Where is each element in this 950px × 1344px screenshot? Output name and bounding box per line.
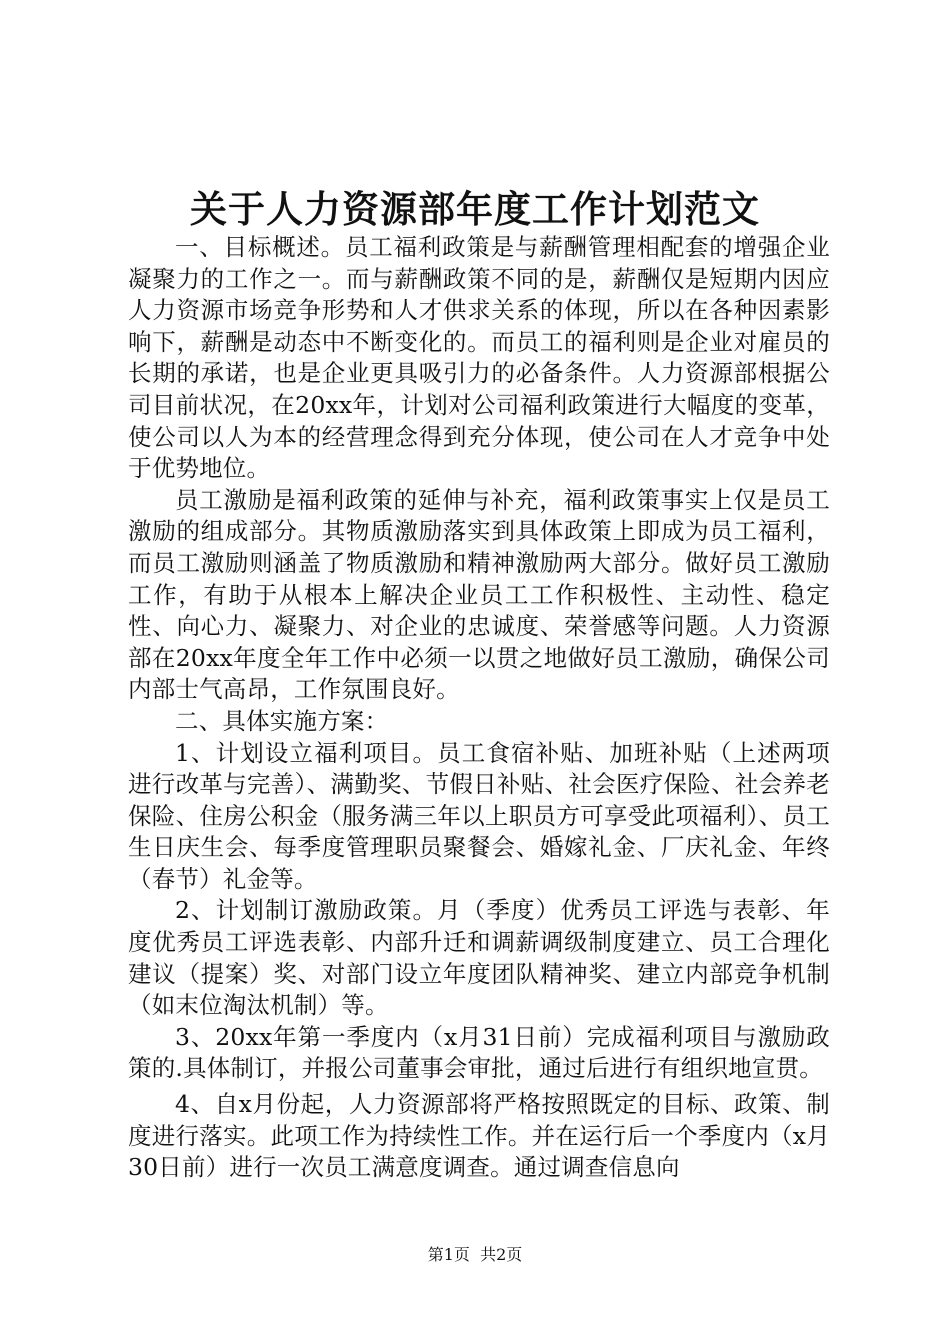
page-footer bbox=[0, 1244, 950, 1266]
paragraph-employee-incentive: 员工激励是福利政策的延伸与补充，福利政策事实上仅是员工激励的组成部分。其物质激励落实到具体政策上即成为员工福利，而员工激励则涵盖了物质激励和精神激励两大部分。做好员工激励工作，有助于从根本上解决企业员工工作积极性、主动性、稳定性、向心力、凝聚力、对企业的忠诚度、荣誉感等问题。人力资源部在20xx年度全年工作中必须一以贯之地做好员工激励，确保公司内部士气高昂，工作氛围良好。 bbox=[128, 485, 830, 704]
paragraph-goal-overview: 一、目标概述。员工福利政策是与薪酬管理相配套的增强企业凝聚力的工作之一。而与薪酬政策不同的是，薪酬仅是短期内因应人力资源市场竞争形势和人才供求关系的体现，所以在各种因素影响下，薪酬是动态中不断变化的。而员工的福利则是企业对雇员的长期的承诺，也是企业更具吸引力的必备条件。人力资源部根据公司目前状况，在20xx年，计划对公司福利政策进行大幅度的变革，使公司以人为本的经营理念得到充分体现，使公司在人才竞争中处于优势地位。 bbox=[128, 233, 830, 483]
paragraph-implementation-heading: 二、具体实施方案： bbox=[175, 706, 389, 735]
paragraph-item-1: 1、计划设立福利项目。员工食宿补贴、加班补贴（上述两项进行改革与完善）、满勤奖、节假日补贴、社会医疗保险、社会养老保险、住房公积金（服务满三年以上职员方可享受此项福利）、员工生日庆生会、每季度管理职员聚餐会、婚嫁礼金、厂庆礼金、年终（春节）礼金等。 bbox=[128, 738, 830, 893]
document-body bbox=[128, 232, 830, 1184]
paragraph-item-2: 2、计划制订激励政策。月（季度）优秀员工评选与表彰、年度优秀员工评选表彰、内部升迁和调薪调级制度建立、员工合理化建议（提案）奖、对部门设立年度团队精神奖、建立内部竞争机制（如末位淘汰机制）等。 bbox=[128, 896, 830, 1020]
page-number: 第1页 共2页 bbox=[427, 1245, 523, 1264]
paragraph-item-3: 3、20xx年第一季度内（x月31日前）完成福利项目与激励政策的.具体制订，并报公司董事会审批，通过后进行有组织地宣贯。 bbox=[128, 1022, 830, 1083]
paragraph-item-4: 4、自x月份起，人力资源部将严格按照既定的目标、政策、制度进行落实。此项工作为持续性工作。并在运行后一个季度内（x月30日前）进行一次员工满意度调查。通过调查信息向 bbox=[128, 1090, 830, 1182]
document-title: 关于人力资源部年度工作计划范文 bbox=[190, 187, 760, 231]
